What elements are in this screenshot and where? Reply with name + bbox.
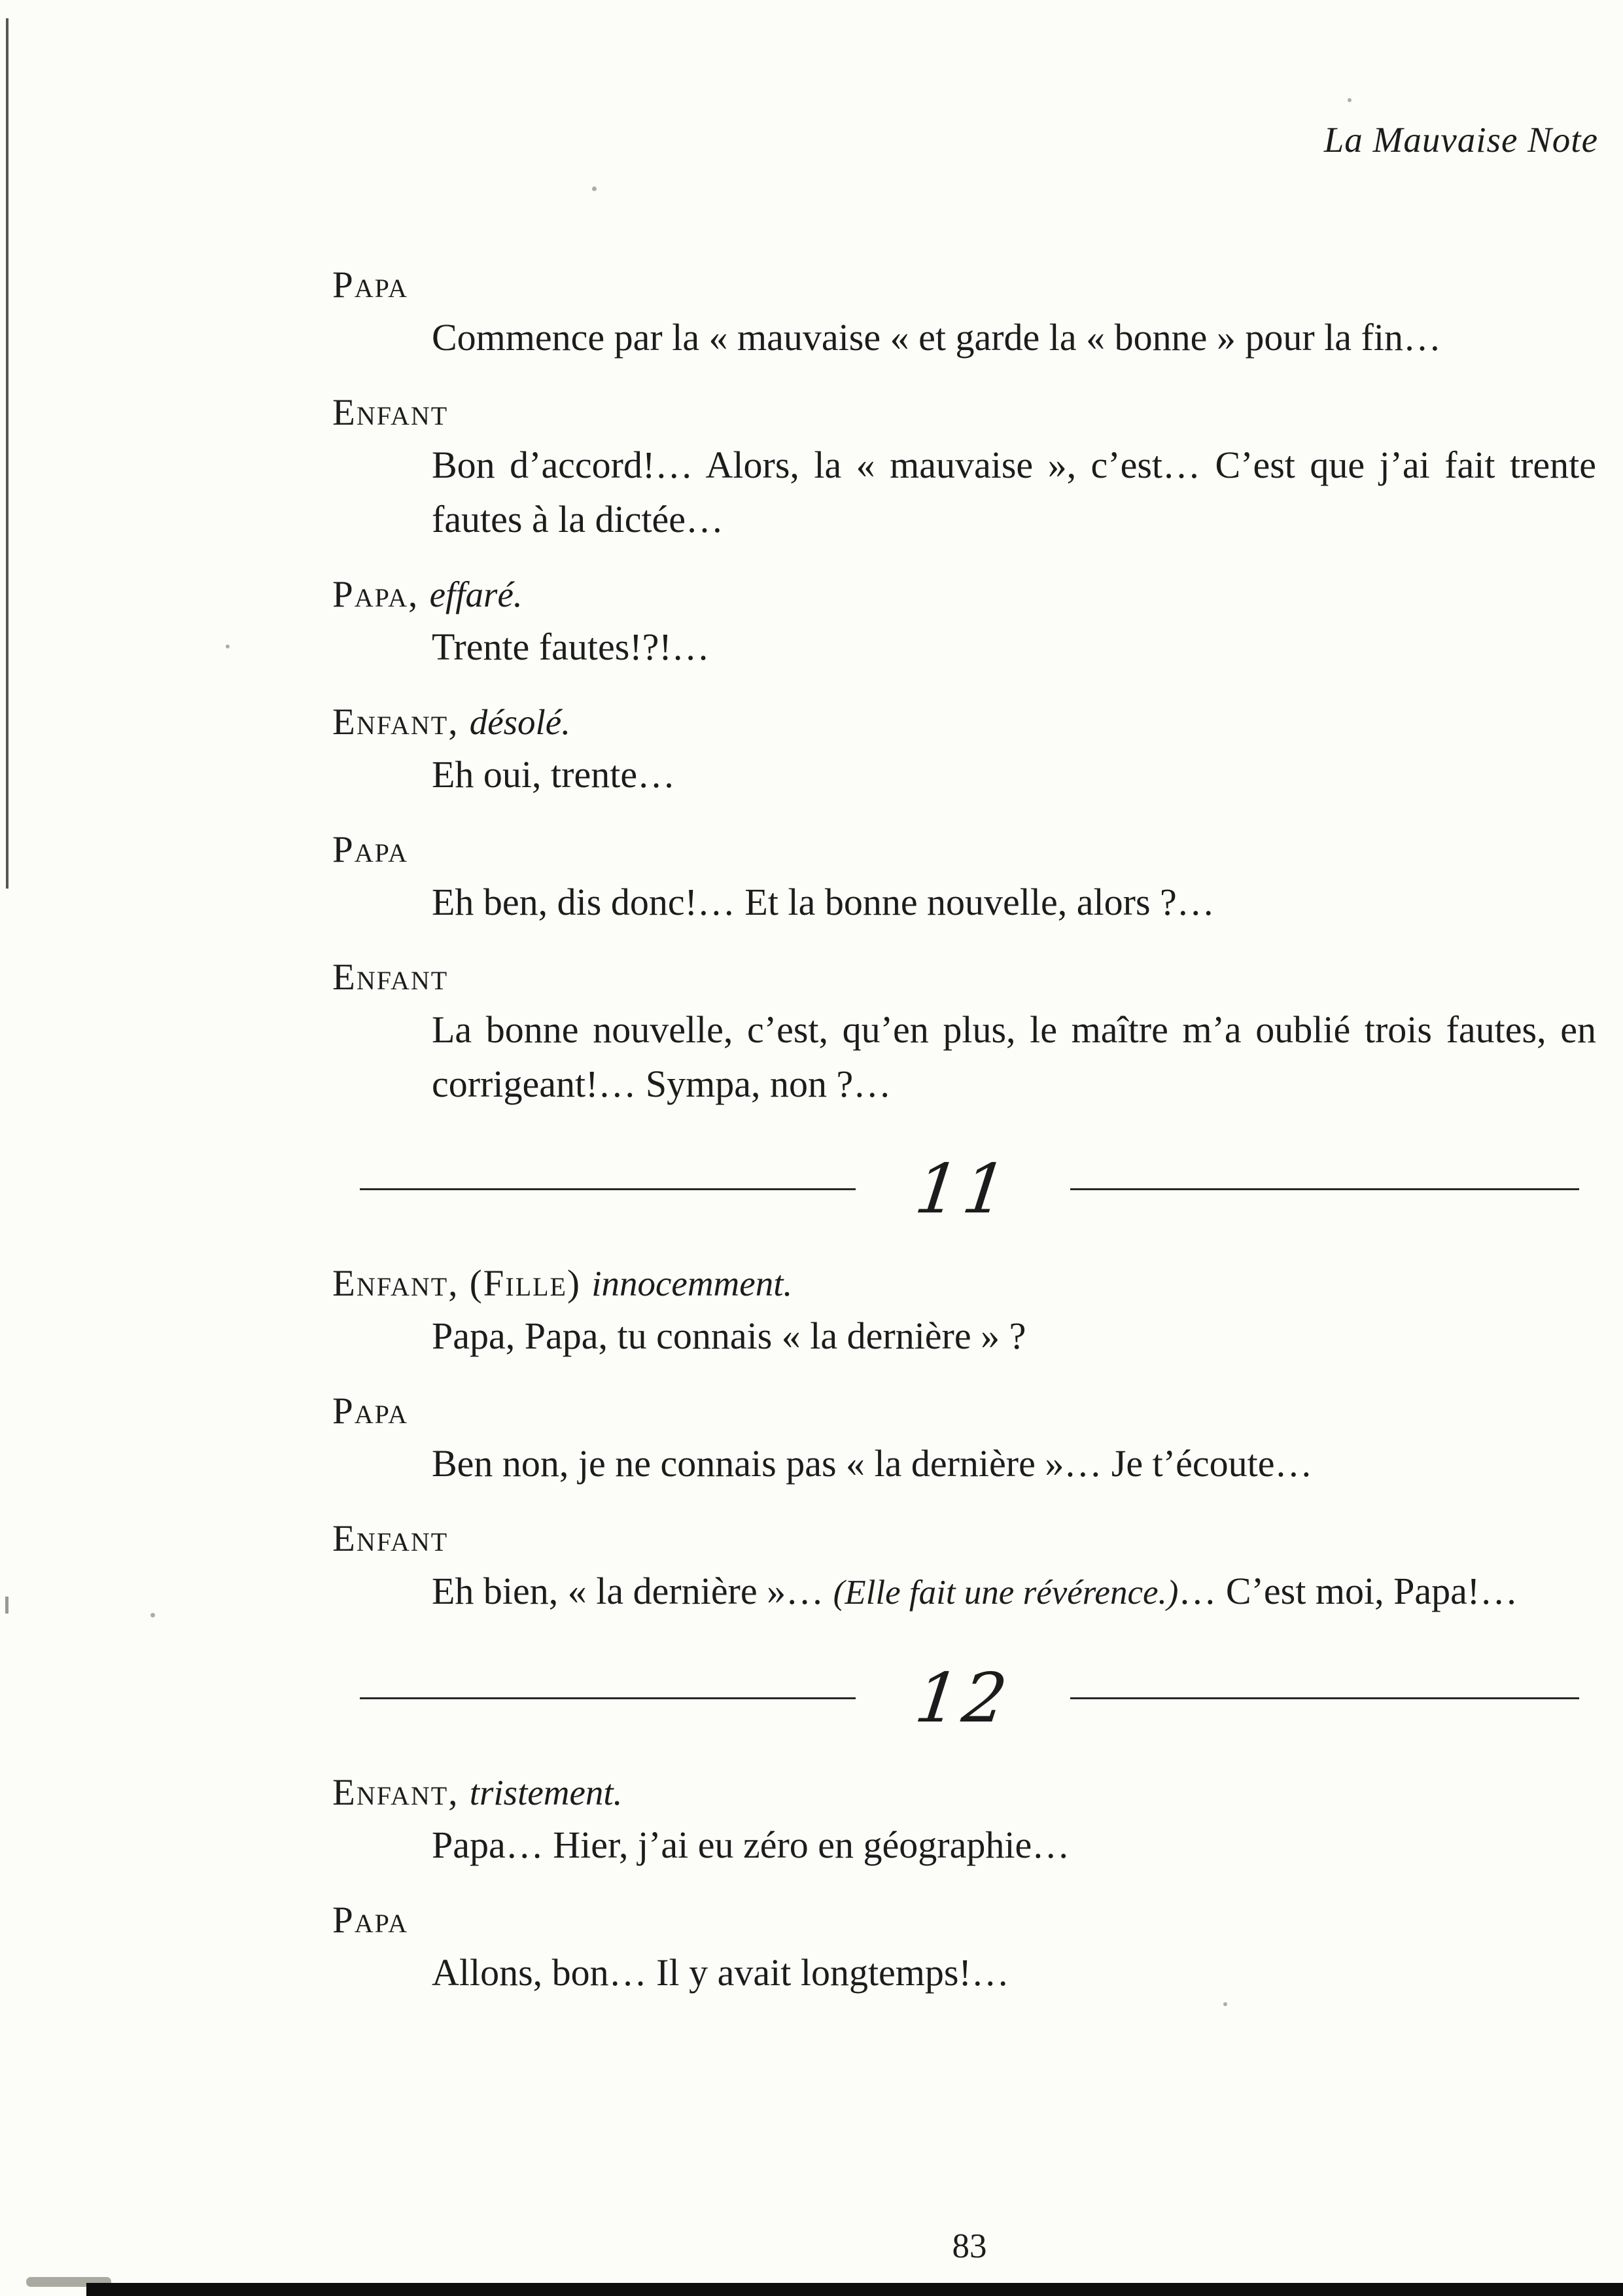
divider-rule-left [360,1697,856,1699]
scan-artifact-bottom-bar [86,2283,1623,2296]
dialogue-segment: Eh ben, dis donc!… Et la bonne nouvelle, alors ?… [432,881,1215,923]
speaker-name: Enfant [332,957,449,998]
dialogue-text [432,1436,1596,1491]
divider-rule-left [360,1188,856,1190]
dialogue-text [432,310,1596,364]
dialogue-segment: Commence par la « mauvaise « et garde la « bonne » pour la fin… [432,316,1441,359]
scene-number: 11 [911,1149,1015,1229]
scan-speck [1223,2002,1227,2006]
dialogue-segment: … C’est moi, Papa!… [1178,1570,1518,1612]
speaker-name: Enfant, [332,1772,470,1813]
speaker-name: Papa, [332,574,430,615]
dialogue-entry [332,1386,1607,1491]
speaker-line [332,260,1607,310]
speaker-line [332,1259,1607,1309]
dialogue-entry [332,1259,1607,1363]
stage-direction: effaré. [429,574,523,614]
scene-divider [332,1650,1607,1746]
speaker-line [332,953,1607,1002]
scan-speck [226,645,230,648]
scan-artifact-left-mark [5,1597,9,1614]
divider-rule-right [1070,1188,1579,1190]
speaker-line [332,698,1607,747]
stage-direction: désolé. [469,702,570,742]
running-header: La Mauvaise Note [1323,120,1598,160]
dialogue-segment: Eh bien, « la dernière »… [432,1570,833,1612]
speaker-line [332,825,1607,875]
speaker-name: Enfant [332,1518,449,1559]
dialogue-segment: Trente fautes!?!… [432,626,710,668]
speaker-line [332,1386,1607,1436]
speaker-name: Papa [332,1390,409,1432]
dialogue-segment: Bon d’accord!… Alors, la « mauvaise », c’est… C’est que j’ai fait trente fautes à la dictée… [432,444,1596,540]
dialogue-segment: La bonne nouvelle, c’est, qu’en plus, le maître m’a oublié trois fautes, en corrigeant!… Sympa, non ?… [432,1008,1596,1105]
dialogue-segment: Ben non, je ne connais pas « la dernière »… Je t’écoute… [432,1442,1313,1485]
dialogue-entries [332,260,1607,2023]
dialogue-segment: Allons, bon… Il y avait longtemps!… [432,1951,1009,1994]
dialogue-text [432,747,1596,802]
dialogue-text [432,1002,1596,1111]
dialogue-entry [332,260,1607,364]
stage-direction: tristement. [469,1773,623,1812]
stage-direction: innocemment. [591,1263,793,1303]
speaker-name: Enfant, (Fille) [332,1263,592,1304]
page-number: 83 [952,2227,987,2265]
dialogue-segment: Papa, Papa, tu connais « la dernière » ? [432,1315,1026,1357]
speaker-name: Papa [332,829,409,870]
dialogue-entry [332,570,1607,674]
scene-number: 12 [911,1658,1015,1738]
speaker-line [332,570,1607,620]
dialogue-entry [332,953,1607,1111]
dialogue-segment: Papa… Hier, j’ai eu zéro en géographie… [432,1824,1070,1866]
dialogue-entry [332,1896,1607,2000]
inline-stage-direction: (Elle fait une révérence.) [833,1574,1179,1612]
dialogue-segment: Eh oui, trente… [432,753,676,796]
scan-speck [150,1613,155,1617]
scan-artifact-left-edge-line [6,18,9,889]
dialogue-text [432,620,1596,674]
scene-divider [332,1141,1607,1237]
dialogue-text [432,1309,1596,1363]
dialogue-entry [332,388,1607,546]
dialogue-text [432,1818,1596,1872]
speaker-name: Papa [332,1899,409,1941]
divider-rule-right [1070,1697,1579,1699]
speaker-name: Enfant, [332,701,470,743]
dialogue-entry [332,1768,1607,1872]
speaker-name: Papa [332,264,409,306]
dialogue-entry [332,1514,1607,1620]
scan-speck [1348,98,1352,102]
speaker-line [332,1768,1607,1818]
speaker-line [332,1896,1607,1945]
dialogue-text [432,1564,1596,1620]
dialogue-text [432,438,1596,546]
scan-speck [592,186,597,191]
dialogue-entry [332,825,1607,929]
speaker-name: Enfant [332,392,449,433]
speaker-line [332,388,1607,438]
dialogue-text [432,1945,1596,2000]
dialogue-text [432,875,1596,929]
dialogue-entry [332,698,1607,802]
speaker-line [332,1514,1607,1564]
